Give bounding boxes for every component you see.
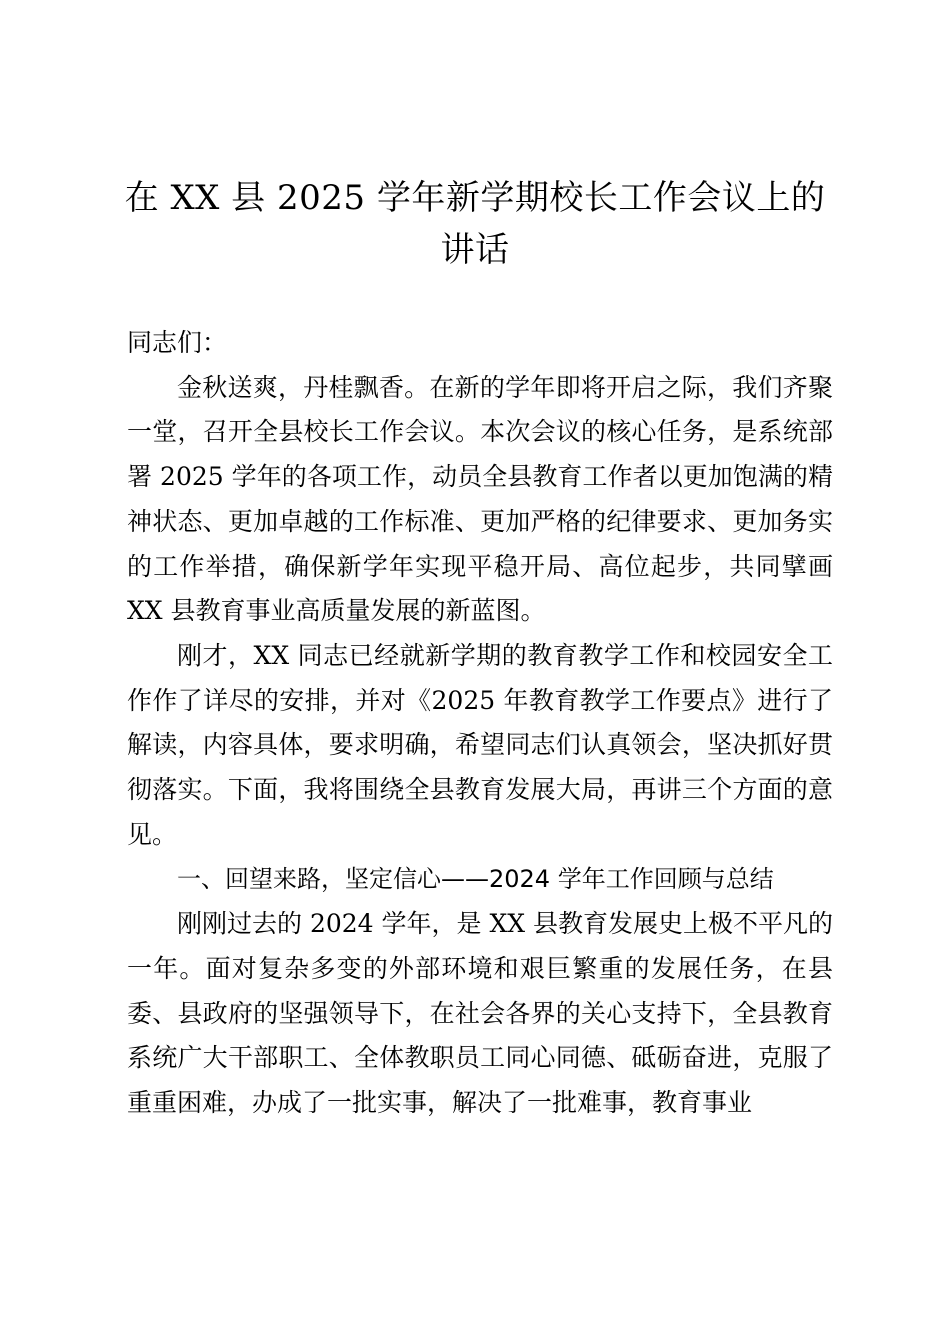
salutation: 同志们： xyxy=(127,328,228,357)
paragraph-review: 刚刚过去的 2024 学年，是 XX 县教育发展史上极不平凡的一年。面对复杂多变的外部环境和艰巨繁重的发展任务，在县委、县政府的坚强领导下，在社会各界的关心支持下，全县教育系统广大干部职工、全体教职员工同心同德、砥砺奋进，克服了重重困难，办成了一批实事，解决了一批难事，教育事业 xyxy=(127,909,834,1117)
document-title xyxy=(100,172,850,276)
title-line-2: 讲话 xyxy=(440,230,510,270)
section-heading: 一、回望来路，坚定信心——2024 学年工作回顾与总结 xyxy=(177,865,774,894)
paragraph-arrangement: 刚才，XX 同志已经就新学期的教育教学工作和校园安全工作作了详尽的安排，并对《2025 年教育教学工作要点》进行了解读，内容具体，要求明确，希望同志们认真领会，坚决抓好贯彻落实。下面，我将围绕全县教育发展大局，再讲三个方面的意见。 xyxy=(127,640,833,849)
title-line-1: 在 XX 县 2025 学年新学期校长工作会议上的 xyxy=(124,178,826,218)
paragraph-opening: 金秋送爽，丹桂飘香。在新的学年即将开启之际，我们齐聚一堂，召开全县校长工作会议。本次会议的核心任务，是系统部署 2025 学年的各项工作，动员全县教育工作者以更加饱满的精神状态、更加卓越的工作标准、更加严格的纪律要求、更加务实的工作举措，确保新学年实现平稳开局、高位起步，共同擘画 XX 县教育事业高质量发展的新蓝图。 xyxy=(127,372,833,626)
document-body xyxy=(127,321,833,1126)
